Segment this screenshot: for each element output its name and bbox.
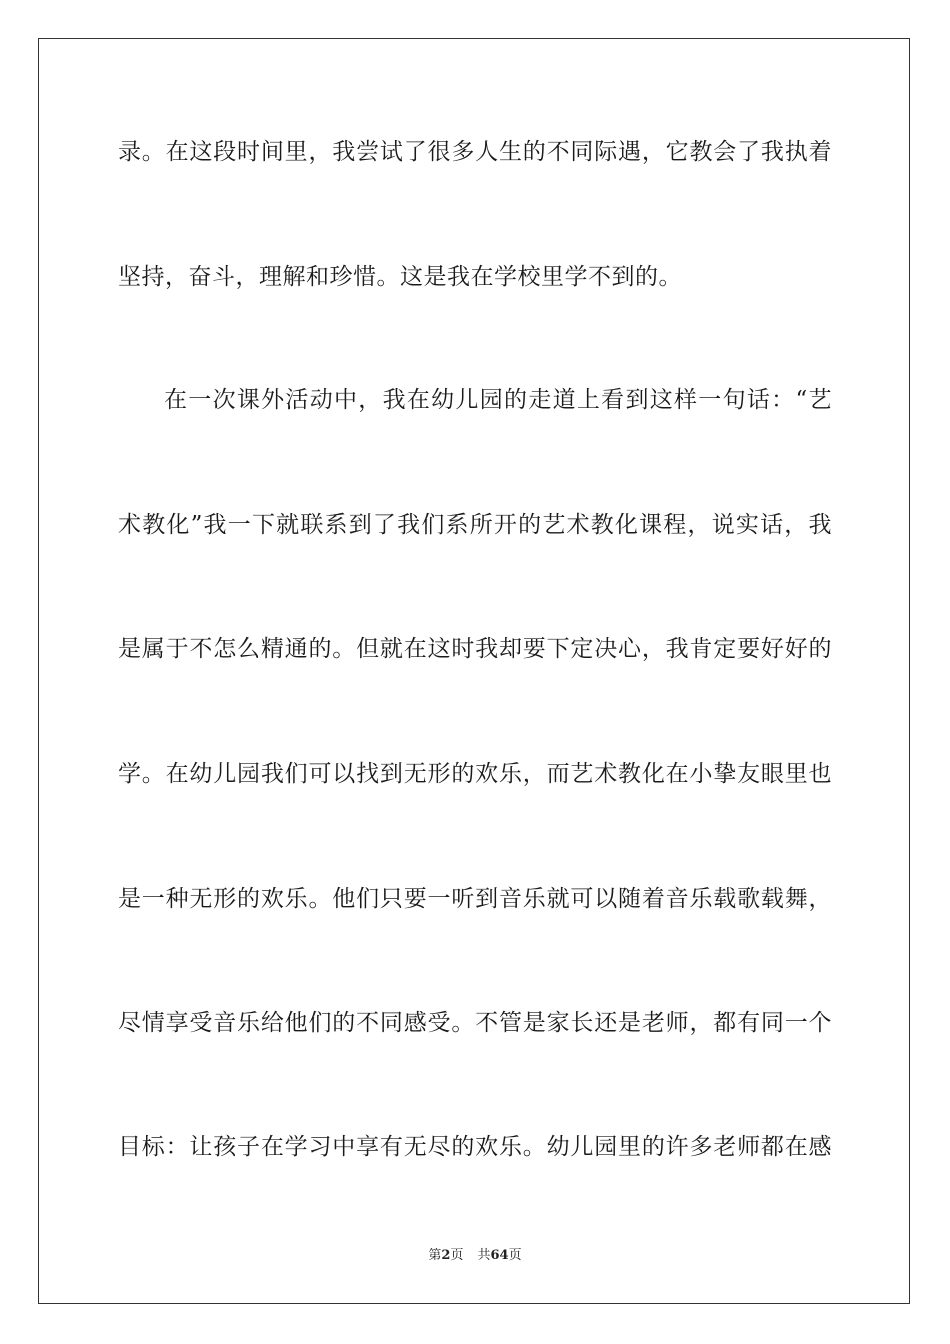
- total-prefix: 共: [477, 1248, 491, 1263]
- text-line-1: 录。在这段时间里，我尝试了很多人生的不同际遇，它教会了我执着: [118, 139, 832, 165]
- page-footer: [0, 1247, 950, 1265]
- page-border: [38, 38, 910, 1304]
- text-line-5: 是属于不怎么精通的。但就在这时我却要下定决心，我肯定要好好的: [118, 636, 832, 662]
- page-prefix: 第: [428, 1248, 442, 1263]
- paragraph-start-line: 在一次课外活动中，我在幼儿园的走道上看到这样一句话：“艺: [164, 387, 832, 413]
- page-suffix: 页: [450, 1248, 464, 1263]
- text-line-8: 尽情享受音乐给他们的不同感受。不管是家长还是老师，都有同一个: [118, 1010, 832, 1036]
- text-line-2: 坚持，奋斗，理解和珍惜。这是我在学校里学不到的。: [118, 264, 682, 290]
- total-suffix: 页: [508, 1248, 522, 1263]
- text-line-6: 学。在幼儿园我们可以找到无形的欢乐，而艺术教化在小挚友眼里也: [118, 761, 832, 787]
- page-current-number: 2: [441, 1248, 451, 1263]
- text-line-4: 术教化”我一下就联系到了我们系所开的艺术教化课程，说实话，我: [118, 512, 832, 538]
- page-total-number: 64: [490, 1248, 509, 1263]
- text-line-9: 目标：让孩子在学习中享有无尽的欢乐。幼儿园里的许多老师都在感: [118, 1134, 832, 1160]
- text-line-7: 是一种无形的欢乐。他们只要一听到音乐就可以随着音乐载歌载舞，: [118, 886, 832, 912]
